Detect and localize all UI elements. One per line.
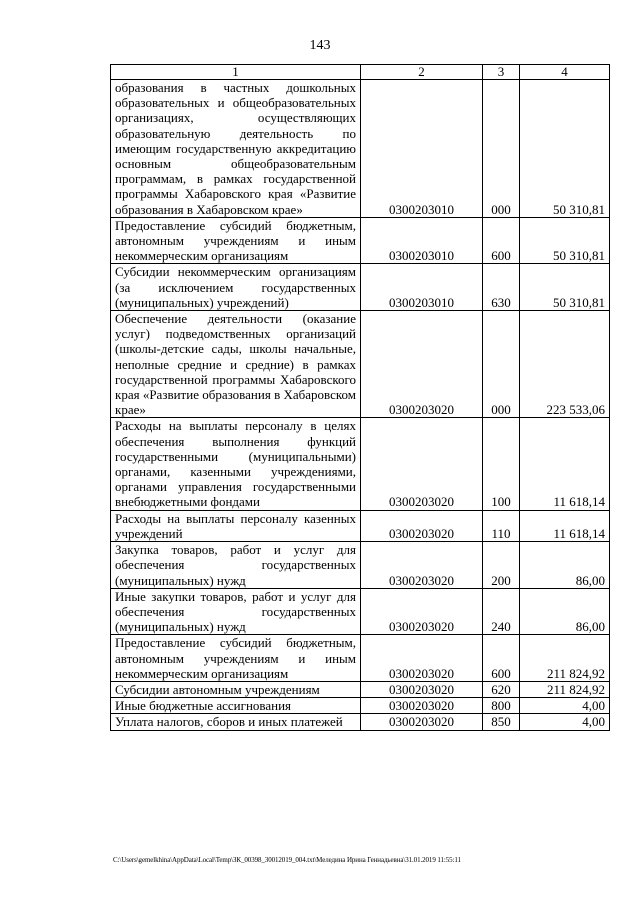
expense-name-cell: Расходы на выплаты персоналу казенных учреждений bbox=[111, 510, 361, 541]
table-row bbox=[111, 681, 610, 697]
table-row bbox=[111, 80, 610, 218]
expense-kind-cell: 100 bbox=[483, 418, 520, 510]
expense-name-cell: Субсидии некоммерческим организациям (за исключением государственных (муниципальных) учреждений) bbox=[111, 264, 361, 311]
budget-table bbox=[110, 64, 610, 731]
amount-cell: 223 533,06 bbox=[520, 311, 610, 418]
target-code-cell: 0300203020 bbox=[361, 681, 483, 697]
table-row bbox=[111, 588, 610, 635]
expense-kind-cell: 110 bbox=[483, 510, 520, 541]
target-code-cell: 0300203010 bbox=[361, 80, 483, 218]
expense-kind-cell: 600 bbox=[483, 635, 520, 682]
column-header: 1 bbox=[111, 65, 361, 80]
amount-cell: 50 310,81 bbox=[520, 264, 610, 311]
file-path-footer: C:\Users\gemelkhina\AppData\Local\Temp\ЗК_00398_30012019_004.txt\Меледина Ирина Геннадьевна\31.01.2019 11:55:11 bbox=[113, 856, 461, 864]
expense-name-cell: Уплата налогов, сборов и иных платежей bbox=[111, 714, 361, 730]
expense-kind-cell: 620 bbox=[483, 681, 520, 697]
target-code-cell: 0300203020 bbox=[361, 418, 483, 510]
amount-cell: 50 310,81 bbox=[520, 80, 610, 218]
expense-name-cell: Обеспечение деятельности (оказание услуг) подведомственных организаций (школы-детские сады, школы начальные, неполные средние и средние) в рамках государственной программы Хабаровского края «Развитие образования в Хабаровском крае» bbox=[111, 311, 361, 418]
expense-name-cell: Иные бюджетные ассигнования bbox=[111, 698, 361, 714]
column-header: 4 bbox=[520, 65, 610, 80]
expense-name-cell: Предоставление субсидий бюджетным, автономным учреждениям и иным некоммерческим организациям bbox=[111, 217, 361, 264]
expense-kind-cell: 800 bbox=[483, 698, 520, 714]
amount-cell: 211 824,92 bbox=[520, 635, 610, 682]
target-code-cell: 0300203010 bbox=[361, 264, 483, 311]
target-code-cell: 0300203020 bbox=[361, 714, 483, 730]
table-row bbox=[111, 714, 610, 730]
expense-name-cell: Закупка товаров, работ и услуг для обеспечения государственных (муниципальных) нужд bbox=[111, 542, 361, 589]
target-code-cell: 0300203020 bbox=[361, 635, 483, 682]
amount-cell: 86,00 bbox=[520, 588, 610, 635]
expense-kind-cell: 000 bbox=[483, 311, 520, 418]
table-row bbox=[111, 418, 610, 510]
amount-cell: 50 310,81 bbox=[520, 217, 610, 264]
table-body bbox=[111, 80, 610, 731]
amount-cell: 211 824,92 bbox=[520, 681, 610, 697]
amount-cell: 11 618,14 bbox=[520, 418, 610, 510]
target-code-cell: 0300203020 bbox=[361, 542, 483, 589]
table-header-row bbox=[111, 65, 610, 80]
table-row bbox=[111, 217, 610, 264]
table-row bbox=[111, 542, 610, 589]
target-code-cell: 0300203020 bbox=[361, 510, 483, 541]
amount-cell: 4,00 bbox=[520, 714, 610, 730]
expense-name-cell: Субсидии автономным учреждениям bbox=[111, 681, 361, 697]
expense-kind-cell: 600 bbox=[483, 217, 520, 264]
target-code-cell: 0300203020 bbox=[361, 311, 483, 418]
target-code-cell: 0300203020 bbox=[361, 698, 483, 714]
table-row bbox=[111, 635, 610, 682]
table-row bbox=[111, 510, 610, 541]
amount-cell: 11 618,14 bbox=[520, 510, 610, 541]
column-header: 3 bbox=[483, 65, 520, 80]
expense-name-cell: образования в частных дошкольных образовательных и общеобразовательных организациях, осуществляющих образовательную деятельность по имеющим государственную аккредитацию основным общеобразовательным программам, в рамках государственной программы Хабаровского края «Развитие образования в Хабаровском крае» bbox=[111, 80, 361, 218]
expense-kind-cell: 850 bbox=[483, 714, 520, 730]
amount-cell: 86,00 bbox=[520, 542, 610, 589]
expense-kind-cell: 630 bbox=[483, 264, 520, 311]
expense-kind-cell: 240 bbox=[483, 588, 520, 635]
target-code-cell: 0300203020 bbox=[361, 588, 483, 635]
table-row bbox=[111, 698, 610, 714]
expense-kind-cell: 200 bbox=[483, 542, 520, 589]
page-number: 143 bbox=[309, 38, 331, 53]
expense-kind-cell: 000 bbox=[483, 80, 520, 218]
column-header: 2 bbox=[361, 65, 483, 80]
expense-name-cell: Иные закупки товаров, работ и услуг для обеспечения государственных (муниципальных) нужд bbox=[111, 588, 361, 635]
table-row bbox=[111, 264, 610, 311]
expense-name-cell: Расходы на выплаты персоналу в целях обеспечения выполнения функций государственными (муниципальными) органами, казенными учреждениями, органами управления государственными внебюджетными фондами bbox=[111, 418, 361, 510]
amount-cell: 4,00 bbox=[520, 698, 610, 714]
table-row bbox=[111, 311, 610, 418]
target-code-cell: 0300203010 bbox=[361, 217, 483, 264]
expense-name-cell: Предоставление субсидий бюджетным, автономным учреждениям и иным некоммерческим организациям bbox=[111, 635, 361, 682]
